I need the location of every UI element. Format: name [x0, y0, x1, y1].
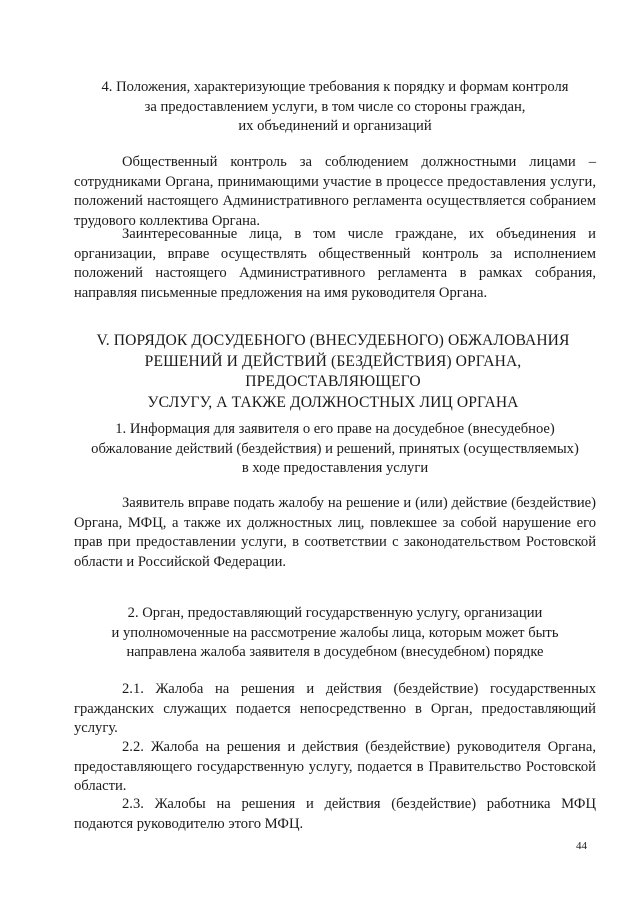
section4-heading-line1: 4. Положения, характеризующие требования к порядку и формам контроля: [101, 79, 569, 95]
subsection2-heading: [74, 604, 596, 663]
subsection1-heading-line1: 1. Информация для заявителя о его праве на досудебное (внесудебное): [115, 421, 555, 437]
subsection1-heading-line3: в ходе предоставления услуги: [241, 460, 429, 477]
chapter5-heading-line1: V. ПОРЯДОК ДОСУДЕБНОГО (ВНЕСУДЕБНОГО) ОБЖАЛОВАНИЯ: [96, 332, 570, 349]
subsection2-item-2-1: 2.1. Жалоба на решения и действия (бездействие) государственных гражданских служащих подается непосредственно в Орган, предоставляющий услугу.: [74, 681, 596, 737]
subsection1-heading-line2: обжалование действий (бездействия) и решений, принятых (осуществляемых): [91, 440, 579, 457]
subsection2-heading-line3: направлена жалоба заявителя в досудебном (внесудебном) порядке: [126, 644, 544, 661]
subsection2-heading-line2: и уполномоченные на рассмотрение жалобы лица, которым может быть: [111, 624, 559, 641]
subsection1-heading: [74, 420, 596, 479]
subsection1-paragraph: Заявитель вправе подать жалобу на решение и (или) действие (бездействие) Органа, МФЦ, а также их должностных лиц, повлекшее за собой нарушение его прав при предоставлении услуги, в соответствии с законодательством Ростовской области и Российской Федерации.: [74, 495, 596, 570]
page-number: 44: [576, 840, 587, 852]
chapter5-heading-line2: РЕШЕНИЙ И ДЕЙСТВИЙ (БЕЗДЕЙСТВИЯ) ОРГАНА, ПРЕДОСТАВЛЯЮЩЕГО: [144, 352, 522, 390]
section4-paragraph-2: Заинтересованные лица, в том числе граждане, их объединения и организации, вправе осуществлять общественный контроль за исполнением положений настоящего Административного регламента в рамках собрания, направляя письменные предложения на имя руководителя Органа.: [74, 226, 596, 301]
chapter5-heading-line3: УСЛУГУ, А ТАКЖЕ ДОЛЖНОСТНЫХ ЛИЦ ОРГАНА: [147, 393, 519, 411]
chapter5-heading: [64, 331, 602, 413]
subsection2-heading-line1: 2. Орган, предоставляющий государственную услугу, организации: [127, 605, 543, 621]
section4-heading: [74, 78, 596, 137]
subsection2-item-2-2: 2.2. Жалоба на решения и действия (бездействие) руководителя Органа, предоставляющего государственную услугу, подается в Правительство Ростовской области.: [74, 739, 596, 795]
subsection2-item-2-3: 2.3. Жалобы на решения и действия (бездействие) работника МФЦ подаются руководителю этого МФЦ.: [74, 796, 596, 832]
section4-heading-line3: их объединений и организаций: [238, 118, 432, 135]
section4-paragraph-1: Общественный контроль за соблюдением должностными лицами – сотрудниками Органа, принимающими участие в процессе предоставления услуги, положений настоящего Административного регламента осуществляется собранием трудового коллектива Органа.: [74, 154, 596, 229]
section4-heading-line2: за предоставлением услуги, в том числе со стороны граждан,: [144, 98, 526, 115]
